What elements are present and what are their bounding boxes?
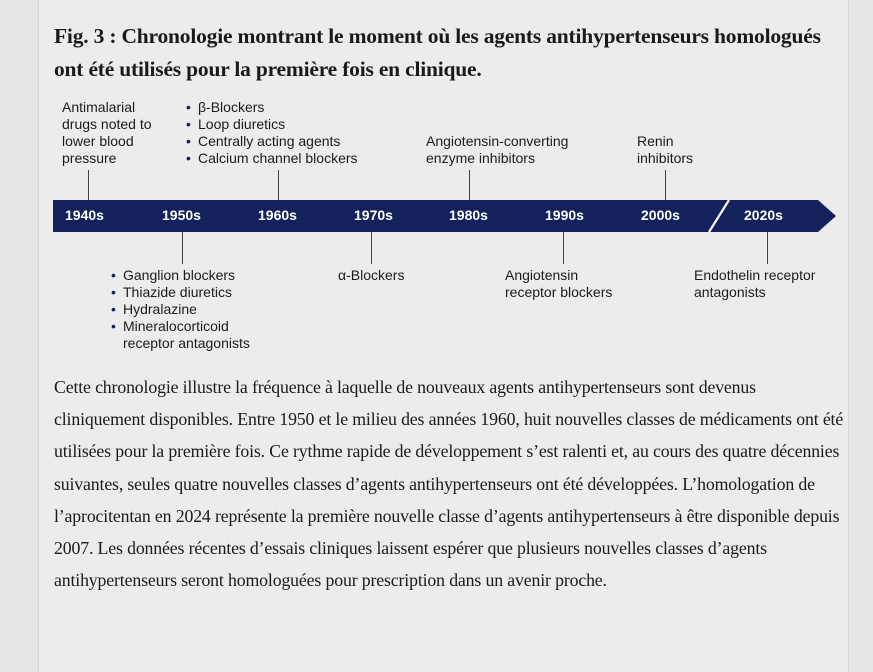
label-arb: [505, 267, 612, 301]
tick-endothelin: [767, 232, 768, 264]
decade-2020s: 2020s: [744, 207, 783, 223]
decade-1950s: 1950s: [162, 207, 201, 223]
label-line: Angiotensin-converting: [426, 133, 569, 149]
bullet-list: [111, 267, 250, 352]
tick-1950s: [182, 232, 183, 264]
list-item: [111, 318, 250, 352]
tick-ace-inhibitors: [469, 170, 470, 200]
label-line: lower blood: [62, 133, 134, 149]
label-endothelin: [694, 267, 815, 301]
label-line: receptor antagonists: [123, 335, 250, 351]
label-line: Renin: [637, 133, 674, 149]
decade-2000s: 2000s: [641, 207, 680, 223]
label-line: Antimalarial: [62, 99, 136, 115]
list-item: • β-Blockers: [186, 99, 358, 116]
label-line: inhibitors: [637, 150, 694, 166]
tick-arb: [563, 232, 564, 264]
list-item: • Hydralazine: [111, 301, 250, 318]
label-line: enzyme inhibitors: [426, 150, 535, 166]
decade-1970s: 1970s: [354, 207, 393, 223]
list-item: • Ganglion blockers: [111, 267, 250, 284]
label-antimalarial: [62, 99, 152, 167]
bullet-list: [186, 99, 358, 167]
decade-1940s: 1940s: [65, 207, 104, 223]
label-line: α-Blockers: [338, 267, 405, 283]
list-item: • Thiazide diuretics: [111, 284, 250, 301]
body-paragraph: Cette chronologie illustre la fréquence à laquelle de nouveaux agents antihypertenseurs sont devenus cliniquement disponibles. Entre 1950 et le milieu des années 1960, huit nouvelles classes de médicaments ont été utilisées pour la première fois. Ce rythme rapide de développement s’est ralenti et, au cours des quatre décennies suivantes, seules quatre nouvelles classes d’agents antihypertenseurs ont été développées. L’homologation de l’aprocitentan en 2024 représente la première nouvelle classe d’agents antihypertenseurs à être disponible depuis 2007. Les données récentes d’essais cliniques laissent espérer que plusieurs nouvelles classes d’agents antihypertenseurs seront homologuées pour prescription dans un avenir proche.: [54, 377, 844, 591]
label-alpha-blockers: [338, 267, 404, 284]
list-item: • Centrally acting agents: [186, 133, 358, 150]
label-1960s-classes: [186, 99, 358, 167]
label-line: pressure: [62, 150, 117, 166]
decade-1960s: 1960s: [258, 207, 297, 223]
tick-alpha-blockers: [371, 232, 372, 264]
figure-title: Fig. 3 : Chronologie montrant le moment où les agents antihypertenseurs homologués ont été utilisés pour la première fois en clinique.: [54, 24, 821, 81]
label-line: • Mineralocorticoid: [123, 318, 229, 334]
label-line: receptor blockers: [505, 284, 613, 300]
list-item: • Calcium channel blockers: [186, 150, 358, 167]
label-line: Angiotensin: [505, 267, 579, 283]
decade-1990s: 1990s: [545, 207, 584, 223]
decade-1980s: 1980s: [449, 207, 488, 223]
label-line: drugs noted to: [62, 116, 152, 132]
tick-1960s: [278, 170, 279, 200]
label-line: Endothelin receptor: [694, 267, 816, 283]
label-ace-inhibitors: [426, 133, 568, 167]
label-renin-inhibitors: [637, 133, 693, 167]
label-1950s-classes: [111, 267, 250, 352]
list-item: • Loop diuretics: [186, 116, 358, 133]
tick-antimalarial: [88, 170, 89, 200]
tick-renin-inhibitors: [665, 170, 666, 200]
label-line: antagonists: [694, 284, 766, 300]
